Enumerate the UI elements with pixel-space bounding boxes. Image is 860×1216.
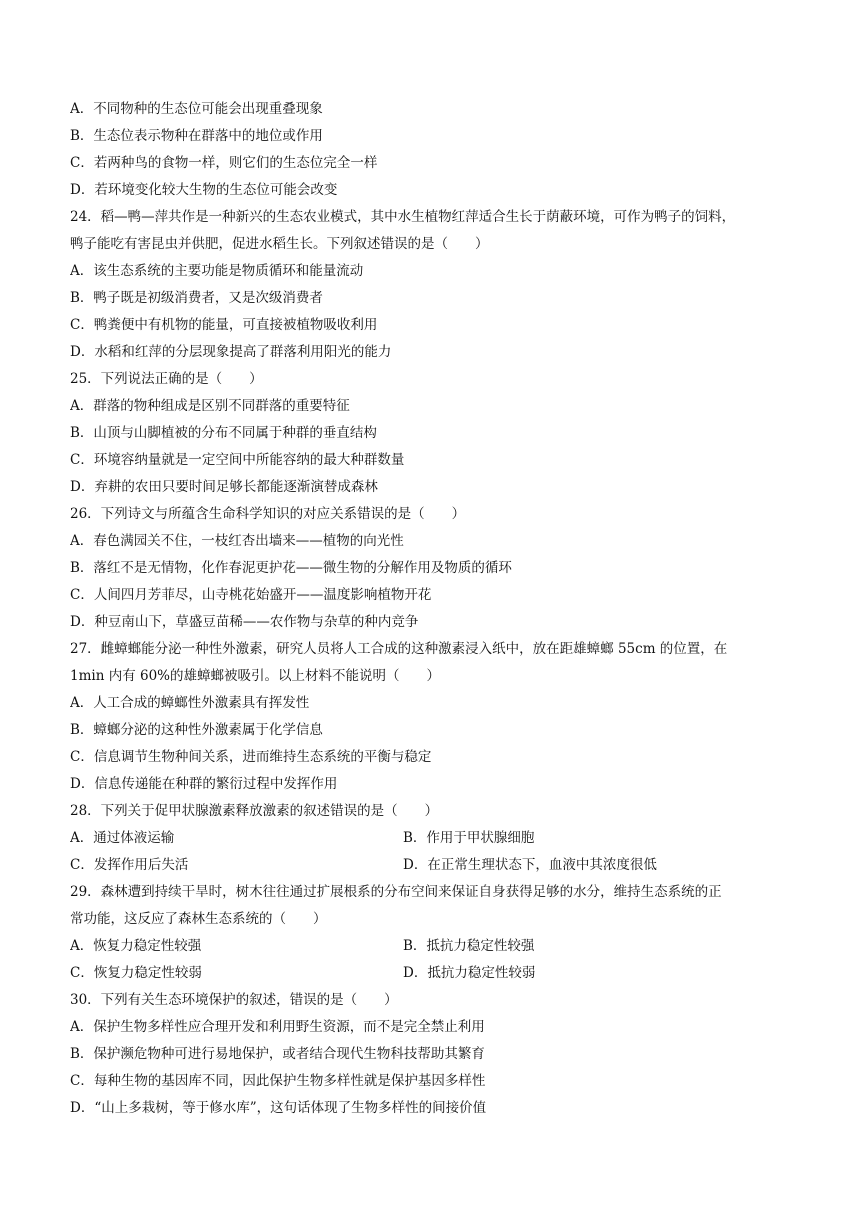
question-24-stem-line-2: 鸭子能吃有害昆虫并供肥，促进水稻生长。下列叙述错误的是（ ） (70, 236, 489, 252)
option-25-c: C．环境容纳量就是一定空间中所能容纳的最大种群数量 (70, 452, 405, 468)
option-29-d: D．抵抗力稳定性较弱 (403, 965, 536, 981)
question-list (70, 96, 792, 1122)
option-24-b: B．鸭子既是初级消费者，又是次级消费者 (70, 290, 323, 306)
question-29 (70, 879, 792, 987)
question-28-options-row-1 (70, 825, 792, 852)
option-29-a: A．恢复力稳定性较强 (70, 938, 202, 954)
option-29-c: C．恢复力稳定性较弱 (70, 965, 202, 981)
option-24-c: C．鸭粪便中有机物的能量，可直接被植物吸收利用 (70, 317, 378, 333)
option-28-c: C．发挥作用后失活 (70, 857, 189, 873)
option-23-c: C．若两种鸟的食物一样，则它们的生态位完全一样 (70, 155, 378, 171)
option-24-d: D．水稻和红萍的分层现象提高了群落利用阳光的能力 (70, 344, 392, 360)
question-28-options-row-2 (70, 852, 792, 879)
option-26-d: D．种豆南山下，草盛豆苗稀——农作物与杂草的种内竞争 (70, 614, 419, 630)
question-26-stem: 26．下列诗文与所蕴含生命科学知识的对应关系错误的是（ ） (70, 506, 466, 522)
question-30 (70, 987, 792, 1122)
question-25 (70, 366, 792, 501)
question-27-stem-line-1: 27．雌蟑螂能分泌一种性外激素，研究人员将人工合成的这种激素浸入纸中，放在距雄蟑螂 55cm 的位置，在 (70, 641, 728, 657)
option-25-a: A．群落的物种组成是区别不同群落的重要特征 (70, 398, 350, 414)
option-28-d: D．在正常生理状态下，血液中其浓度很低 (403, 857, 657, 873)
option-30-d: D．“山上多栽树，等于修水库”，这句话体现了生物多样性的间接价值 (70, 1100, 487, 1116)
option-27-d: D．信息传递能在种群的繁衍过程中发挥作用 (70, 776, 338, 792)
question-23-options (70, 96, 792, 204)
question-30-stem: 30．下列有关生态环境保护的叙述，错误的是（ ） (70, 992, 398, 1008)
option-28-b: B．作用于甲状腺细胞 (403, 830, 535, 846)
option-25-b: B．山顶与山脚植被的分布不同属于种群的垂直结构 (70, 425, 377, 441)
option-30-b: B．保护濒危物种可进行易地保护，或者结合现代生物科技帮助其繁育 (70, 1046, 485, 1062)
option-27-a: A．人工合成的蟑螂性外激素具有挥发性 (70, 695, 310, 711)
question-29-stem-line-2: 常功能，这反应了森林生态系统的（ ） (70, 911, 327, 927)
question-27-stem-line-2: 1min 内有 60%的雄蟑螂被吸引。以上材料不能说明（ ） (70, 668, 440, 684)
option-29-b: B．抵抗力稳定性较强 (403, 938, 535, 954)
question-24-stem-line-1: 24．稻—鸭—萍共作是一种新兴的生态农业模式，其中水生植物红萍适合生长于荫蔽环境，可作为鸭子的饲料， (70, 209, 736, 225)
question-29-stem-line-1: 29．森林遭到持续干旱时，树木往往通过扩展根系的分布空间来保证自身获得足够的水分，维持生态系统的正 (70, 884, 722, 900)
question-29-options-row-1 (70, 933, 792, 960)
option-26-c: C．人间四月芳菲尽，山寺桃花始盛开——温度影响植物开花 (70, 587, 432, 603)
question-29-options-row-2 (70, 960, 792, 987)
option-23-b: B．生态位表示物种在群落中的地位或作用 (70, 128, 323, 144)
option-27-b: B．蟑螂分泌的这种性外激素属于化学信息 (70, 722, 323, 738)
option-23-a: A．不同物种的生态位可能会出现重叠现象 (70, 101, 323, 117)
option-24-a: A．该生态系统的主要功能是物质循环和能量流动 (70, 263, 364, 279)
option-28-a: A．通过体液运输 (70, 830, 175, 846)
question-27 (70, 636, 792, 798)
option-26-b: B．落红不是无情物，化作春泥更护花——微生物的分解作用及物质的循环 (70, 560, 512, 576)
question-28-stem: 28．下列关于促甲状腺激素释放激素的叙述错误的是（ ） (70, 803, 439, 819)
question-28 (70, 798, 792, 879)
option-27-c: C．信息调节生物种间关系，进而维持生态系统的平衡与稳定 (70, 749, 432, 765)
option-25-d: D．弃耕的农田只要时间足够长都能逐渐演替成森林 (70, 479, 378, 495)
question-24 (70, 204, 792, 366)
question-26 (70, 501, 792, 636)
option-23-d: D．若环境变化较大生物的生态位可能会改变 (70, 182, 338, 198)
option-26-a: A．春色满园关不住，一枝红杏出墙来——植物的向光性 (70, 533, 404, 549)
option-30-a: A．保护生物多样性应合理开发和利用野生资源，而不是完全禁止利用 (70, 1019, 485, 1035)
option-30-c: C．每种生物的基因库不同，因此保护生物多样性就是保护基因多样性 (70, 1073, 486, 1089)
question-25-stem: 25．下列说法正确的是（ ） (70, 371, 263, 387)
